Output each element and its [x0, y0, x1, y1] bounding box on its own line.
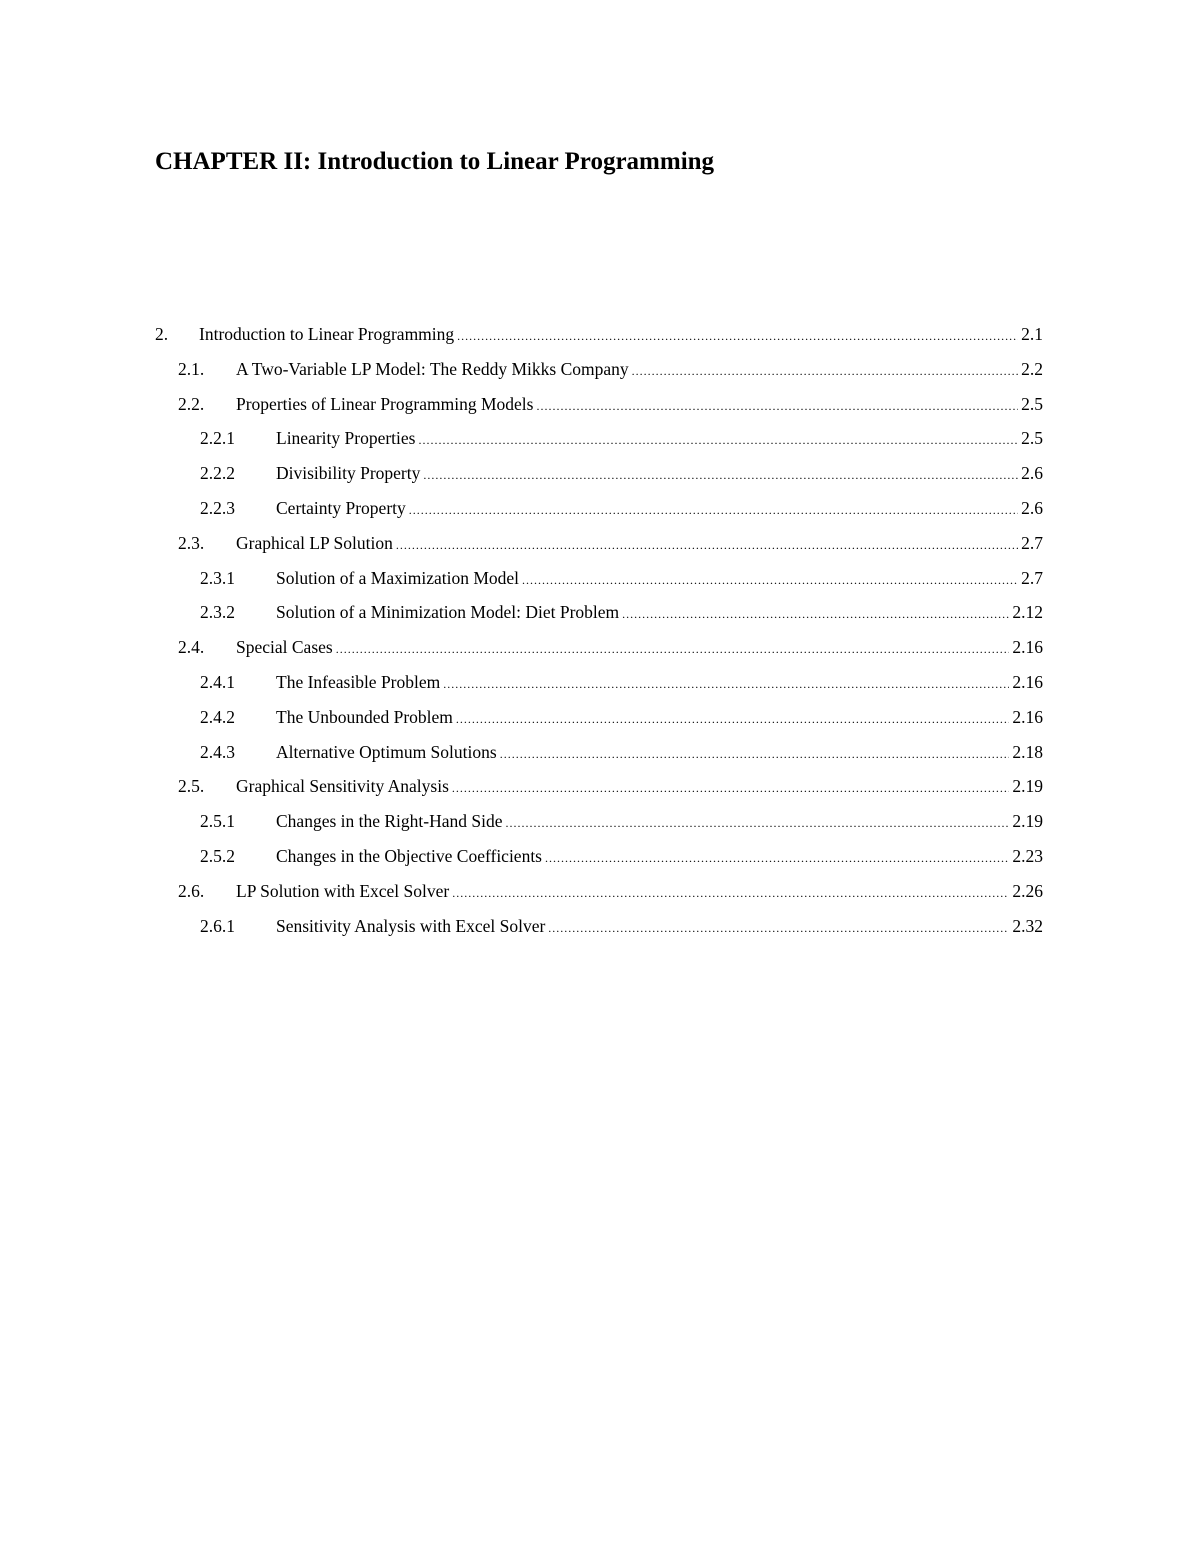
- table-of-contents: [155, 324, 1043, 950]
- toc-entry[interactable]: [155, 811, 1043, 846]
- toc-entry-title: The Infeasible Problem: [276, 671, 441, 692]
- toc-entry-number: 2.2.1: [200, 428, 235, 449]
- toc-dot-leader: [500, 748, 1010, 760]
- toc-entry-title: Changes in the Right-Hand Side: [276, 811, 503, 832]
- toc-entry-title: Graphical Sensitivity Analysis: [236, 776, 449, 797]
- toc-dot-leader: [452, 887, 1009, 899]
- toc-dot-leader: [396, 539, 1018, 551]
- toc-entry-title: Introduction to Linear Programming: [199, 324, 455, 344]
- toc-entry-number: 2.1.: [178, 358, 205, 379]
- toc-entry[interactable]: [155, 707, 1043, 742]
- toc-entry[interactable]: [155, 568, 1043, 603]
- toc-dot-leader: [632, 365, 1018, 377]
- toc-entry-number: 2.6.: [178, 880, 205, 901]
- toc-entry-title: Properties of Linear Programming Models: [236, 393, 534, 414]
- toc-entry-title: Divisibility Property: [276, 463, 421, 484]
- toc-entry[interactable]: [155, 602, 1043, 637]
- toc-entry[interactable]: [155, 394, 1043, 429]
- toc-dot-leader: [545, 852, 1009, 864]
- toc-entry-number: 2.5.2: [200, 845, 235, 866]
- toc-entry-page: 2.1: [1021, 324, 1043, 344]
- toc-entry-number: 2.2.: [178, 393, 205, 414]
- toc-entry-title: Certainty Property: [276, 497, 406, 518]
- toc-entry[interactable]: [155, 637, 1043, 672]
- chapter-title: CHAPTER II: Introduction to Linear Programming: [155, 148, 715, 175]
- toc-entry-title: Solution of a Minimization Model: Diet Problem: [276, 602, 620, 623]
- toc-entry-title: Solution of a Maximization Model: [276, 567, 520, 588]
- toc-entry-page: 2.18: [1012, 741, 1043, 762]
- toc-entry-page: 2.6: [1021, 497, 1043, 518]
- toc-entry-number: 2.5.: [178, 776, 205, 797]
- toc-dot-leader: [622, 608, 1009, 620]
- toc-dot-leader: [423, 469, 1018, 481]
- toc-entry-title: Sensitivity Analysis with Excel Solver: [276, 915, 546, 936]
- toc-entry-page: 2.6: [1021, 463, 1043, 484]
- toc-entry-title: Special Cases: [236, 637, 333, 658]
- toc-entry-page: 2.2: [1021, 358, 1043, 379]
- toc-entry-title: Changes in the Objective Coefficients: [276, 845, 542, 866]
- toc-dot-leader: [452, 782, 1009, 794]
- toc-entry-number: 2.2.3: [200, 497, 235, 518]
- toc-dot-leader: [418, 434, 1018, 446]
- toc-entry[interactable]: [155, 881, 1043, 916]
- toc-entry-title: Graphical LP Solution: [236, 532, 393, 553]
- toc-entry[interactable]: [155, 498, 1043, 533]
- toc-entry-number: 2.5.1: [200, 811, 235, 832]
- toc-entry[interactable]: [155, 428, 1043, 463]
- toc-entry-page: 2.19: [1012, 811, 1043, 832]
- toc-entry-number: 2.4.3: [200, 741, 235, 762]
- toc-entry-page: 2.5: [1021, 393, 1043, 414]
- toc-entry-title: The Unbounded Problem: [276, 706, 453, 727]
- toc-entry-number: 2.2.2: [200, 463, 235, 484]
- toc-entry-page: 2.7: [1021, 532, 1043, 553]
- toc-entry-page: 2.19: [1012, 776, 1043, 797]
- toc-entry-title: Alternative Optimum Solutions: [276, 741, 497, 762]
- toc-entry-title: LP Solution with Excel Solver: [236, 880, 450, 901]
- toc-entry[interactable]: [155, 533, 1043, 568]
- toc-entry[interactable]: [155, 916, 1043, 951]
- toc-dot-leader: [443, 678, 1009, 690]
- toc-dot-leader: [548, 922, 1009, 934]
- toc-entry-number: 2.3.2: [200, 602, 235, 623]
- toc-entry-title: A Two-Variable LP Model: The Reddy Mikks Company: [236, 358, 629, 379]
- toc-dot-leader: [536, 400, 1018, 412]
- toc-dot-leader: [522, 574, 1018, 586]
- toc-entry-page: 2.5: [1021, 428, 1043, 449]
- toc-entry[interactable]: [155, 846, 1043, 881]
- toc-entry[interactable]: [155, 359, 1043, 394]
- toc-entry[interactable]: [155, 672, 1043, 707]
- toc-dot-leader: [457, 330, 1018, 342]
- toc-entry[interactable]: [155, 463, 1043, 498]
- toc-entry-page: 2.26: [1012, 880, 1043, 901]
- toc-entry[interactable]: [155, 776, 1043, 811]
- toc-dot-leader: [336, 643, 1010, 655]
- toc-entry-title: Linearity Properties: [276, 428, 416, 449]
- toc-entry-number: 2.: [155, 324, 169, 344]
- toc-entry-number: 2.4.1: [200, 671, 235, 692]
- toc-entry-page: 2.16: [1012, 671, 1043, 692]
- toc-entry-number: 2.3.: [178, 532, 205, 553]
- toc-entry-page: 2.12: [1012, 602, 1043, 623]
- toc-entry-page: 2.7: [1021, 567, 1043, 588]
- toc-entry-page: 2.16: [1012, 706, 1043, 727]
- toc-entry-page: 2.16: [1012, 637, 1043, 658]
- toc-entry-number: 2.4.2: [200, 706, 235, 727]
- toc-dot-leader: [456, 713, 1009, 725]
- toc-entry-number: 2.3.1: [200, 567, 235, 588]
- toc-entry[interactable]: [155, 742, 1043, 777]
- toc-entry-page: 2.32: [1012, 915, 1043, 936]
- toc-dot-leader: [409, 504, 1018, 516]
- toc-dot-leader: [506, 817, 1010, 829]
- toc-entry-page: 2.23: [1012, 845, 1043, 866]
- toc-entry-number: 2.4.: [178, 637, 205, 658]
- toc-entry[interactable]: [155, 324, 1043, 359]
- toc-entry-number: 2.6.1: [200, 915, 235, 936]
